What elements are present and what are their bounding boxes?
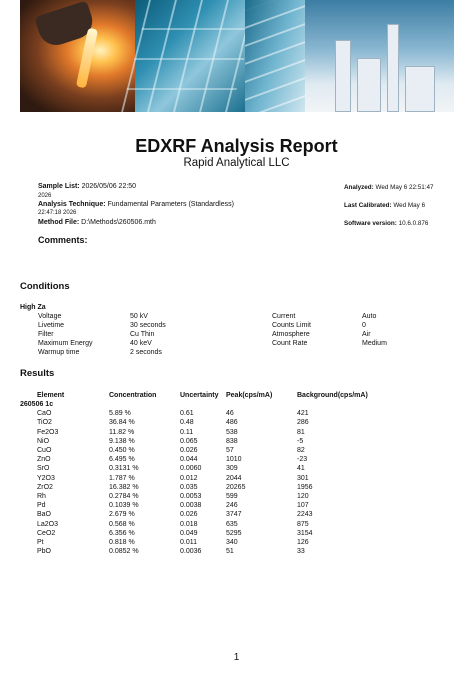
software-version-value: 10.6.0.876 — [398, 220, 429, 227]
table-row — [20, 446, 387, 455]
uncertainty-cell: 0.61 — [180, 410, 194, 418]
foundry-photo — [20, 0, 135, 112]
uncertainty-cell: 0.049 — [180, 529, 198, 537]
concentration-cell: 1.787 % — [109, 474, 135, 482]
condition-label: Atmosphere — [272, 331, 310, 338]
concentration-cell: 0.0852 % — [109, 548, 139, 556]
element-cell: Rh — [37, 493, 46, 501]
uncertainty-cell: 0.065 — [180, 437, 198, 445]
condition-label: Warmup time — [38, 349, 80, 356]
results-header-row — [20, 390, 387, 400]
background-cell: -23 — [297, 456, 308, 464]
column-header: Concentration — [109, 391, 157, 399]
background-cell: 301 — [297, 474, 309, 482]
software-version-label: Software version: — [344, 220, 397, 227]
analyzed-value: Wed May 6 22:51:47 — [375, 184, 434, 191]
glass-facade-photo — [135, 0, 245, 112]
report-title: EDXRF Analysis Report — [135, 136, 338, 156]
condition-label: Current — [272, 313, 296, 320]
concentration-cell: 6.356 % — [109, 529, 135, 537]
method-file-value: D:\Methods\260506.mth — [81, 219, 156, 226]
uncertainty-cell: 0.11 — [180, 428, 194, 436]
header-banner-image — [20, 0, 454, 112]
background-cell: 41 — [297, 465, 305, 473]
concentration-cell: 0.818 % — [109, 539, 135, 547]
uncertainty-cell: 0.48 — [180, 419, 194, 427]
peak-cell: 46 — [226, 410, 234, 418]
column-header: Background(cps/mA) — [297, 391, 368, 399]
uncertainty-cell: 0.0036 — [180, 548, 202, 556]
element-cell: TiO2 — [37, 419, 52, 427]
conditions-heading: Conditions — [20, 281, 70, 292]
results-table — [20, 390, 387, 556]
uncertainty-cell: 0.018 — [180, 520, 198, 528]
concentration-cell: 0.2784 % — [109, 493, 139, 501]
uncertainty-cell: 0.0038 — [180, 502, 202, 510]
condition-value: Cu Thin — [130, 331, 155, 338]
condition-value: Auto — [362, 313, 377, 320]
concentration-cell: 6.495 % — [109, 456, 135, 464]
element-cell: ZrO2 — [37, 483, 53, 491]
condition-group: High Za — [20, 304, 46, 311]
uncertainty-cell: 0.012 — [180, 474, 198, 482]
element-cell: La2O3 — [37, 520, 59, 528]
peak-cell: 3747 — [226, 511, 242, 519]
condition-value: 30 seconds — [130, 322, 166, 329]
sample-list-value: 2026/05/06 22:50 — [81, 183, 137, 190]
uncertainty-cell: 0.0053 — [180, 493, 202, 501]
table-row — [20, 510, 387, 519]
concentration-cell: 9.138 % — [109, 437, 135, 445]
uncertainty-cell: 0.026 — [180, 511, 198, 519]
last-calibrated-value: Wed May 6 — [393, 202, 426, 209]
background-cell: 107 — [297, 502, 309, 510]
table-row — [20, 492, 387, 501]
page-number: 1 — [233, 652, 240, 663]
condition-value: Air — [362, 331, 371, 338]
concentration-cell: 5.89 % — [109, 410, 131, 418]
background-cell: 82 — [297, 447, 305, 455]
peak-cell: 20265 — [226, 483, 246, 491]
condition-label: Maximum Energy — [38, 340, 93, 347]
table-row — [20, 483, 387, 492]
background-cell: 3154 — [297, 529, 313, 537]
peak-cell: 538 — [226, 428, 238, 436]
table-row — [20, 418, 387, 427]
element-cell: NiO — [37, 437, 50, 445]
peak-cell: 2044 — [226, 474, 242, 482]
background-cell: 875 — [297, 520, 309, 528]
element-cell: Pt — [37, 539, 44, 547]
condition-value: 2 seconds — [130, 349, 162, 356]
uncertainty-cell: 0.026 — [180, 447, 198, 455]
background-cell: 81 — [297, 428, 305, 436]
method-file-line — [38, 219, 156, 226]
uncertainty-cell: 0.0060 — [180, 465, 202, 473]
element-cell: CaO — [37, 410, 52, 418]
software-version-line — [344, 220, 428, 227]
peak-cell: 246 — [226, 502, 238, 510]
peak-cell: 57 — [226, 447, 234, 455]
analysis-technique-value: Fundamental Parameters (Standardless) — [107, 201, 234, 208]
uncertainty-cell: 0.035 — [180, 483, 198, 491]
column-header: Uncertainty — [180, 391, 219, 399]
analysis-technique-line — [38, 201, 234, 208]
sample-list-line — [38, 183, 136, 190]
concentration-cell: 2.679 % — [109, 511, 135, 519]
last-calibrated-line — [344, 202, 425, 209]
refinery-photo — [305, 0, 454, 112]
element-cell: SrO — [37, 465, 50, 473]
analyzed-line — [344, 184, 434, 191]
background-cell: 126 — [297, 539, 309, 547]
element-cell: Fe2O3 — [37, 428, 59, 436]
analysis-technique-label: Analysis Technique: — [38, 201, 106, 208]
analysis-technique-continuation: 22:47:18 2026 — [38, 210, 77, 216]
element-cell: Pd — [37, 502, 46, 510]
table-row — [20, 409, 387, 418]
table-row — [20, 428, 387, 437]
concentration-cell: 16.382 % — [109, 483, 139, 491]
sample-id-row — [20, 400, 387, 409]
concentration-cell: 11.82 % — [109, 428, 135, 436]
concentration-cell: 0.1039 % — [109, 502, 139, 510]
background-cell: 286 — [297, 419, 309, 427]
column-header: Element — [37, 391, 65, 399]
background-cell: -5 — [297, 437, 304, 445]
sample-list-label: Sample List: — [38, 183, 80, 190]
condition-value: 50 kV — [130, 313, 148, 320]
table-row — [20, 455, 387, 464]
peak-cell: 5295 — [226, 529, 242, 537]
condition-label: Livetime — [38, 322, 65, 329]
sample-id: 260506 1c — [20, 401, 54, 408]
peak-cell: 486 — [226, 419, 238, 427]
comments-heading: Comments: — [38, 235, 88, 245]
concentration-cell: 0.450 % — [109, 447, 135, 455]
results-heading: Results — [20, 368, 55, 379]
table-row — [20, 464, 387, 473]
concentration-cell: 0.568 % — [109, 520, 135, 528]
table-row — [20, 538, 387, 547]
element-cell: Y2O3 — [37, 474, 55, 482]
element-cell: CeO2 — [37, 529, 56, 537]
condition-value: Medium — [362, 340, 387, 347]
company-name: Rapid Analytical LLC — [183, 157, 290, 169]
table-row — [20, 529, 387, 538]
peak-cell: 838 — [226, 437, 238, 445]
peak-cell: 1010 — [226, 456, 242, 464]
peak-cell: 635 — [226, 520, 238, 528]
condition-label: Filter — [38, 331, 54, 338]
peak-cell: 51 — [226, 548, 234, 556]
background-cell: 33 — [297, 548, 305, 556]
condition-value: 0 — [362, 322, 366, 329]
last-calibrated-label: Last Calibrated: — [344, 202, 392, 209]
background-cell: 421 — [297, 410, 309, 418]
condition-label: Count Rate — [272, 340, 308, 347]
uncertainty-cell: 0.044 — [180, 456, 198, 464]
concentration-cell: 0.3131 % — [109, 465, 139, 473]
table-row — [20, 501, 387, 510]
condition-label: Counts Limit — [272, 322, 311, 329]
table-row — [20, 520, 387, 529]
element-cell: CuO — [37, 447, 52, 455]
element-cell: BaO — [37, 511, 52, 519]
uncertainty-cell: 0.011 — [180, 539, 197, 547]
background-cell: 1956 — [297, 483, 313, 491]
peak-cell: 599 — [226, 493, 238, 501]
table-row — [20, 547, 387, 556]
table-row — [20, 437, 387, 446]
sample-list-continuation: 2026 — [38, 193, 52, 199]
glass-building-photo — [245, 0, 305, 112]
peak-cell: 309 — [226, 465, 238, 473]
peak-cell: 340 — [226, 539, 238, 547]
condition-value: 40 keV — [130, 340, 152, 347]
background-cell: 2243 — [297, 511, 313, 519]
condition-label: Voltage — [38, 313, 62, 320]
element-cell: ZnO — [37, 456, 51, 464]
analyzed-label: Analyzed: — [344, 184, 374, 191]
column-header: Peak(cps/mA) — [226, 391, 273, 399]
table-row — [20, 474, 387, 483]
element-cell: PbO — [37, 548, 52, 556]
background-cell: 120 — [297, 493, 309, 501]
concentration-cell: 36.84 % — [109, 419, 135, 427]
method-file-label: Method File: — [38, 219, 80, 226]
